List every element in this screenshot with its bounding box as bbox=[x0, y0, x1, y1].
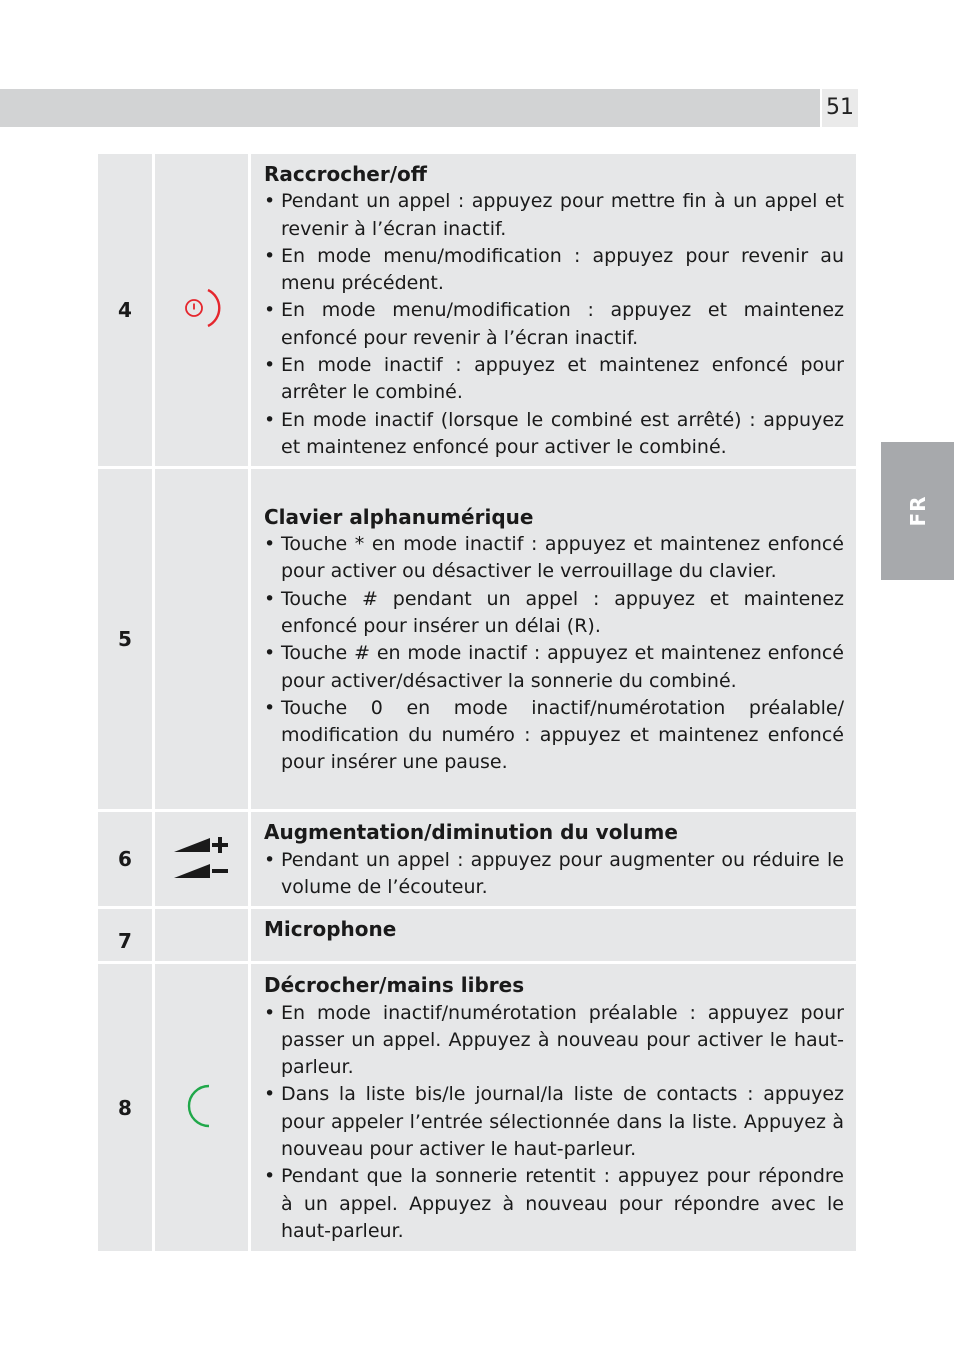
icon-cell bbox=[155, 812, 251, 909]
list-item: • Touche * en mode inactif : appuyez et maintenez enfoncé pour activer ou désactiver le verrouillage du clavier. bbox=[264, 531, 844, 586]
key-description-table bbox=[98, 154, 856, 1251]
key-title: Décrocher/mains libres bbox=[264, 973, 525, 998]
list-item: • En mode menu/modification : appuyez et maintenez enfoncé pour revenir à l’écran inactif. bbox=[264, 297, 844, 352]
key-description bbox=[251, 154, 856, 469]
list-item: • Pendant un appel : appuyez pour augmenter ou réduire le volume de l’écouteur. bbox=[264, 847, 844, 902]
language-tab bbox=[881, 442, 954, 580]
list-item: • En mode inactif : appuyez et maintenez enfoncé pour arrêter le combiné. bbox=[264, 352, 844, 407]
power-off-icon bbox=[180, 286, 224, 334]
key-title: Clavier alphanumérique bbox=[264, 504, 534, 529]
language-tab-label: FR bbox=[905, 495, 930, 527]
list-item: • Dans la liste bis/le journal/la liste de contacts : appuyez pour appeler l’entrée sélectionnée dans la liste. Appuyez à nouveau pour activer le haut-parleur. bbox=[264, 1081, 844, 1163]
key-description bbox=[251, 469, 856, 812]
list-item: • En mode inactif (lorsque le combiné est arrêté) : appuyez et maintenez enfoncé pour activer le combiné. bbox=[264, 407, 844, 462]
key-title: Raccrocher/off bbox=[264, 162, 427, 186]
key-description bbox=[251, 812, 856, 909]
icon-cell bbox=[155, 469, 251, 812]
table-row bbox=[98, 469, 856, 812]
bullet-list bbox=[264, 1000, 844, 1246]
call-answer-icon bbox=[187, 1083, 217, 1133]
table-row bbox=[98, 909, 856, 964]
list-item: • Pendant que la sonnerie retentit : appuyez pour répondre à un appel. Appuyez à nouveau pour répondre avec le haut-parleur. bbox=[264, 1163, 844, 1245]
bullet-list bbox=[264, 847, 844, 902]
list-item: • Touche # en mode inactif : appuyez et maintenez enfoncé pour activer/désactiver la sonnerie du combiné. bbox=[264, 640, 844, 695]
table-row bbox=[98, 964, 856, 1251]
page-number: 51 bbox=[822, 89, 858, 127]
header-bar bbox=[0, 89, 820, 127]
list-item: • Pendant un appel : appuyez pour mettre fin à un appel et revenir à l’écran inactif. bbox=[264, 188, 844, 243]
key-description bbox=[251, 909, 856, 964]
list-item: • Touche 0 en mode inactif/numérotation préalable/ modification du numéro : appuyez et maintenez enfoncé pour insérer une pause. bbox=[264, 695, 844, 777]
key-number: 7 bbox=[98, 909, 155, 964]
volume-up-down-icon bbox=[172, 834, 232, 884]
key-number: 5 bbox=[98, 469, 155, 812]
key-description bbox=[251, 964, 856, 1251]
list-item: • En mode inactif/numérotation préalable : appuyez pour passer un appel. Appuyez à nouveau pour activer le haut-parleur. bbox=[264, 1000, 844, 1082]
list-item: • En mode menu/modification : appuyez pour revenir au menu précédent. bbox=[264, 243, 844, 298]
key-number: 8 bbox=[98, 964, 155, 1251]
bullet-list bbox=[264, 531, 844, 777]
list-item: • Touche # pendant un appel : appuyez et maintenez enfoncé pour insérer un délai (R). bbox=[264, 586, 844, 641]
table-row bbox=[98, 154, 856, 469]
bullet-list bbox=[264, 188, 844, 461]
icon-cell bbox=[155, 154, 251, 469]
key-number: 6 bbox=[98, 812, 155, 909]
icon-cell bbox=[155, 964, 251, 1251]
key-number: 4 bbox=[98, 154, 155, 469]
table-row bbox=[98, 812, 856, 909]
key-title: Augmentation/diminution du volume bbox=[264, 820, 678, 845]
icon-cell bbox=[155, 909, 251, 964]
key-title: Microphone bbox=[264, 917, 397, 942]
